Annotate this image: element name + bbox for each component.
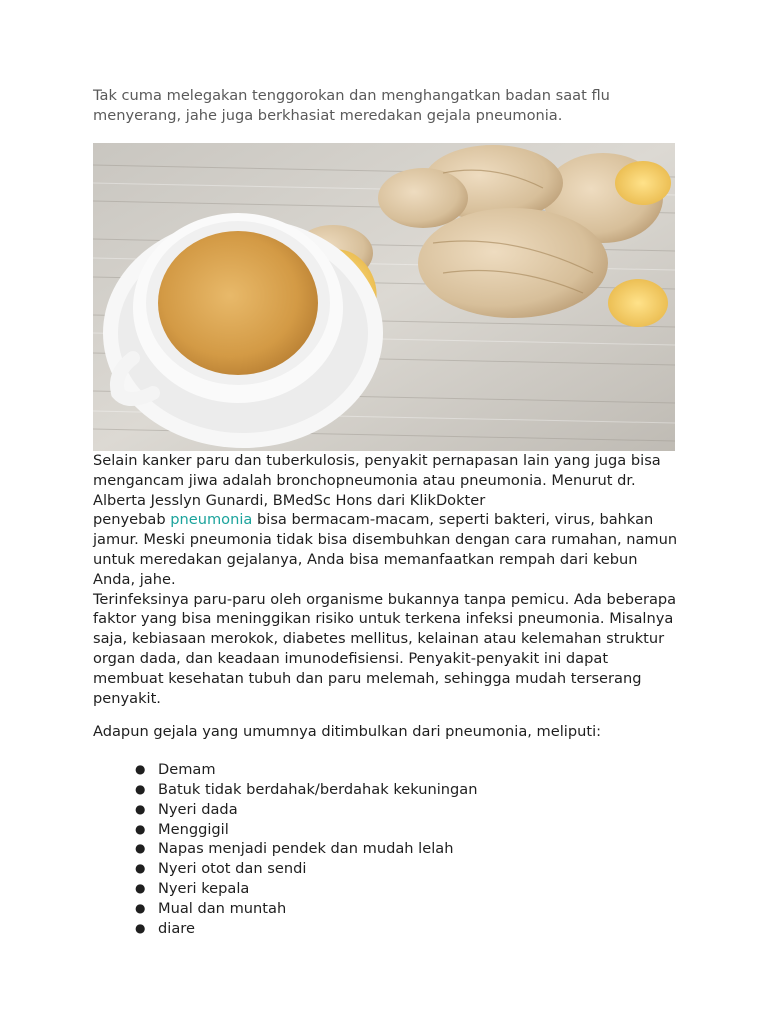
- symptom-item-label: Napas menjadi pendek dan mudah lelah: [158, 840, 454, 858]
- list-item: [135, 760, 678, 780]
- paragraph1-before-link: penyebab: [93, 511, 171, 529]
- bullet-icon: ●: [135, 781, 146, 796]
- bullet-icon: ●: [135, 841, 146, 856]
- ginger-tea-photo: [93, 143, 675, 451]
- list-item: [135, 780, 678, 800]
- bullet-icon: ●: [135, 920, 146, 935]
- list-item: [135, 820, 678, 840]
- symptom-list: [93, 760, 678, 938]
- article-lead: Tak cuma melegakan tenggorokan dan menghangatkan badan saat flu menyerang, jahe juga berkhasiat meredakan gejala pneumonia.: [93, 87, 610, 124]
- paragraph-risk-factors: Terinfeksinya paru-paru oleh organisme bukannya tanpa pemicu. Ada beberapa faktor yang bisa meninggikan risiko untuk terkena infeksi pneumonia. Misalnya saja, kebiasaan merokok, diabetes mellitus, kelainan atau kelemahan struktur organ dada, dan keadaan imunodefisiensi. Penyakit-penyakit ini dapat membuat kesehatan tubuh dan paru melemah, sehingga mudah terserang penyakit.: [93, 590, 677, 707]
- paragraph-pneumonia-causes: [93, 451, 678, 590]
- list-item: [135, 800, 678, 820]
- symptom-item-label: Nyeri kepala: [158, 879, 250, 897]
- paragraph-symptoms-intro: Adapun gejala yang umumnya ditimbulkan dari pneumonia, meliputi:: [93, 723, 602, 741]
- symptom-item-label: Batuk tidak berdahak/berdahak kekuningan: [158, 780, 478, 798]
- list-item: [135, 879, 678, 899]
- symptom-item-label: Nyeri dada: [158, 800, 238, 818]
- list-item: [135, 839, 678, 859]
- symptom-item-label: Nyeri otot dan sendi: [158, 860, 307, 878]
- pneumonia-link[interactable]: pneumonia: [170, 511, 253, 529]
- bullet-icon: ●: [135, 762, 146, 777]
- list-item: [135, 899, 678, 919]
- symptom-item-label: diare: [158, 919, 195, 937]
- symptom-item-label: Menggigil: [158, 820, 229, 838]
- bullet-icon: ●: [135, 861, 146, 876]
- symptom-item-label: Demam: [158, 761, 216, 779]
- paragraph1-intro: Selain kanker paru dan tuberkulosis, penyakit pernapasan lain yang juga bisa mengancam jiwa adalah bronchopneumonia atau pneumonia. Menurut dr. Alberta Jesslyn Gunardi, BMedSc Hons dari KlikDokter: [93, 452, 661, 509]
- bullet-icon: ●: [135, 821, 146, 836]
- bullet-icon: ●: [135, 900, 146, 915]
- bullet-icon: ●: [135, 880, 146, 895]
- bullet-icon: ●: [135, 801, 146, 816]
- article: [93, 86, 678, 938]
- list-item: [135, 859, 678, 879]
- paragraph-gap: [93, 708, 678, 722]
- list-item: [135, 919, 678, 939]
- symptom-item-label: Mual dan muntah: [158, 899, 287, 917]
- paragraph1-after-link: bisa bermacam-macam, seperti bakteri, virus, bahkan jamur. Meski pneumonia tidak bisa disembuhkan dengan cara rumahan, namun untuk meredakan gejalanya, Anda bisa memanfaatkan rempah dari kebun Anda, jahe.: [93, 511, 678, 588]
